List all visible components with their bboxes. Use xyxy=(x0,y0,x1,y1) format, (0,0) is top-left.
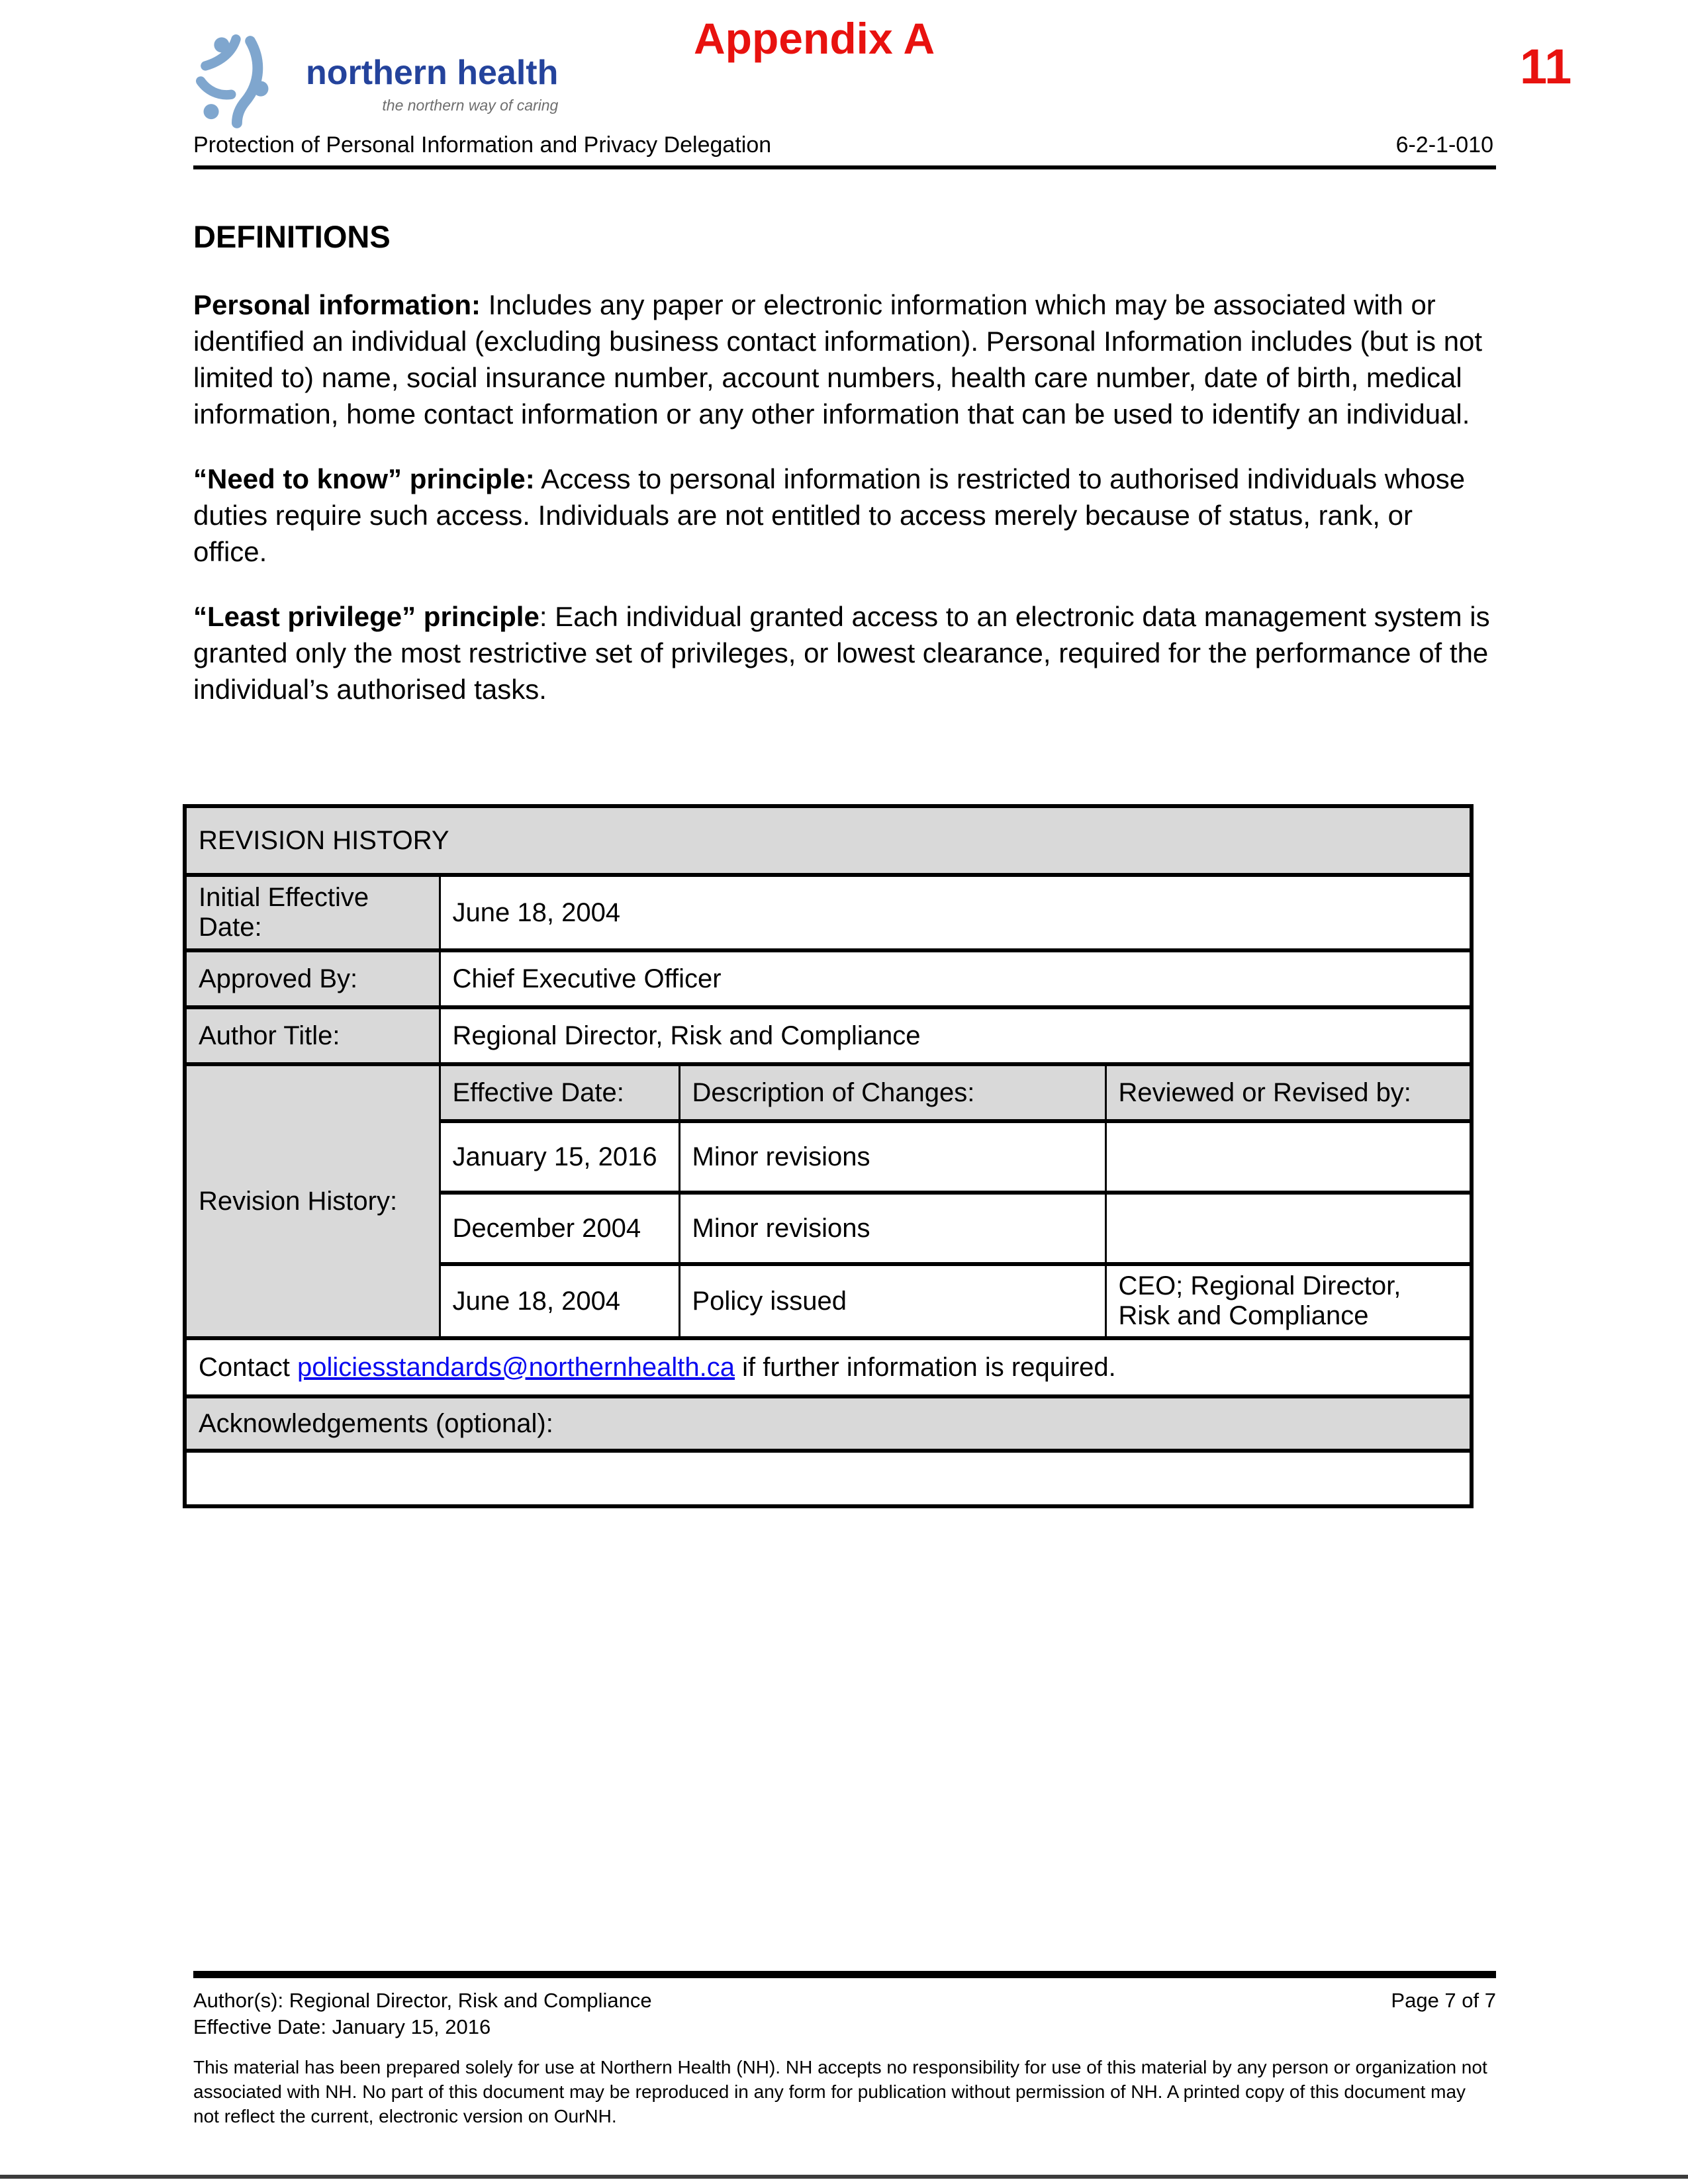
definitions-heading: DEFINITIONS xyxy=(193,219,391,254)
contact-cell xyxy=(185,1338,1472,1396)
northern-health-logo xyxy=(193,34,558,130)
document-header xyxy=(193,132,1493,158)
table-row xyxy=(185,875,1472,950)
entry-reviewed-by: CEO; Regional Director, Risk and Compliance xyxy=(1105,1264,1472,1338)
footer-page-label: Page 7 of 7 xyxy=(1391,1989,1496,2012)
document-title: Protection of Personal Information and Privacy Delegation xyxy=(193,132,772,158)
header-divider xyxy=(193,165,1496,169)
column-header: Description of Changes: xyxy=(679,1064,1105,1121)
contact-suffix: if further information is required. xyxy=(734,1352,1116,1382)
acknowledgements-row xyxy=(185,1396,1472,1451)
entry-date: January 15, 2016 xyxy=(440,1121,679,1193)
entry-description: Policy issued xyxy=(679,1264,1105,1338)
contact-row xyxy=(185,1338,1472,1396)
entry-date: June 18, 2004 xyxy=(440,1264,679,1338)
definition-text: Includes any paper or electronic information which may be associated with or identified an individual (excluding business contact information). Personal Information includes (but is not limited to) name, social insurance number, account numbers, health care number, date of birth, medical information, home contact information or any other information that can be used to identify an individual. xyxy=(193,289,1483,430)
entry-date: December 2004 xyxy=(440,1193,679,1264)
definition-term: “Need to know” principle: xyxy=(193,463,535,494)
page-footer xyxy=(193,1971,1496,2128)
acknowledgements-empty-row xyxy=(185,1451,1472,1506)
definition-personal-information xyxy=(193,287,1491,432)
table-row xyxy=(185,950,1472,1007)
row-value: Regional Director, Risk and Compliance xyxy=(440,1007,1472,1064)
entry-reviewed-by xyxy=(1105,1193,1472,1264)
definitions-section xyxy=(193,218,1491,736)
footer-divider xyxy=(193,1971,1496,1978)
appendix-title: Appendix A xyxy=(694,14,935,63)
definition-least-privilege xyxy=(193,598,1491,707)
logo-text xyxy=(306,53,558,114)
revision-history-table xyxy=(183,804,1474,1508)
column-header: Reviewed or Revised by: xyxy=(1105,1064,1472,1121)
entry-description: Minor revisions xyxy=(679,1121,1105,1193)
contact-prefix: Contact xyxy=(199,1352,297,1382)
definition-term: “Least privilege” principle xyxy=(193,601,539,632)
footer-authors: Author(s): Regional Director, Risk and Compliance xyxy=(193,1989,652,2012)
definition-text: : Each individual granted access to an electronic data management system is granted only the most restrictive set of privileges, or lowest clearance, required for the performance of the individual’s authorised tasks. xyxy=(193,601,1490,705)
acknowledgements-empty-cell xyxy=(185,1451,1472,1506)
definition-text: Access to personal information is restricted to authorised individuals whose duties require such access. Individuals are not entitled to access merely because of status, rank, or office. xyxy=(193,463,1466,567)
footer-effective-date: Effective Date: January 15, 2016 xyxy=(193,2015,491,2038)
history-header-row xyxy=(185,1064,1472,1121)
entry-description: Minor revisions xyxy=(679,1193,1105,1264)
row-value: Chief Executive Officer xyxy=(440,950,1472,1007)
footer-disclaimer: This material has been prepared solely for use at Northern Health (NH). NH accepts no responsibility for use of this material by any person or organization not associated with NH. No part of this document may be reproduced in any form for publication without permission of NH. A printed copy of this document may not reflect the current, electronic version on OurNH. xyxy=(193,2057,1487,2126)
table-title-row xyxy=(185,806,1472,875)
logo-tagline: the northern way of caring xyxy=(382,97,559,114)
page-number: 11 xyxy=(1520,39,1572,94)
document-number: 6-2-1-010 xyxy=(1395,132,1493,158)
table-row xyxy=(185,1007,1472,1064)
logo-wordmark: northern health xyxy=(306,54,559,92)
row-label: Author Title: xyxy=(185,1007,440,1064)
column-header: Effective Date: xyxy=(440,1064,679,1121)
definition-need-to-know xyxy=(193,461,1491,570)
revision-history-label: Revision History: xyxy=(185,1064,440,1338)
northern-health-figure-icon xyxy=(193,34,294,130)
row-label: Approved By: xyxy=(185,950,440,1007)
acknowledgements-label: Acknowledgements (optional): xyxy=(185,1396,1472,1451)
row-label: Initial Effective Date: xyxy=(185,875,440,950)
definition-term: Personal information: xyxy=(193,289,481,320)
row-value: June 18, 2004 xyxy=(440,875,1472,950)
entry-reviewed-by xyxy=(1105,1121,1472,1193)
revision-history-title: REVISION HISTORY xyxy=(185,806,1472,875)
contact-email-link[interactable]: policiesstandards@northernhealth.ca xyxy=(297,1352,735,1382)
page-bottom-edge xyxy=(0,2175,1688,2179)
